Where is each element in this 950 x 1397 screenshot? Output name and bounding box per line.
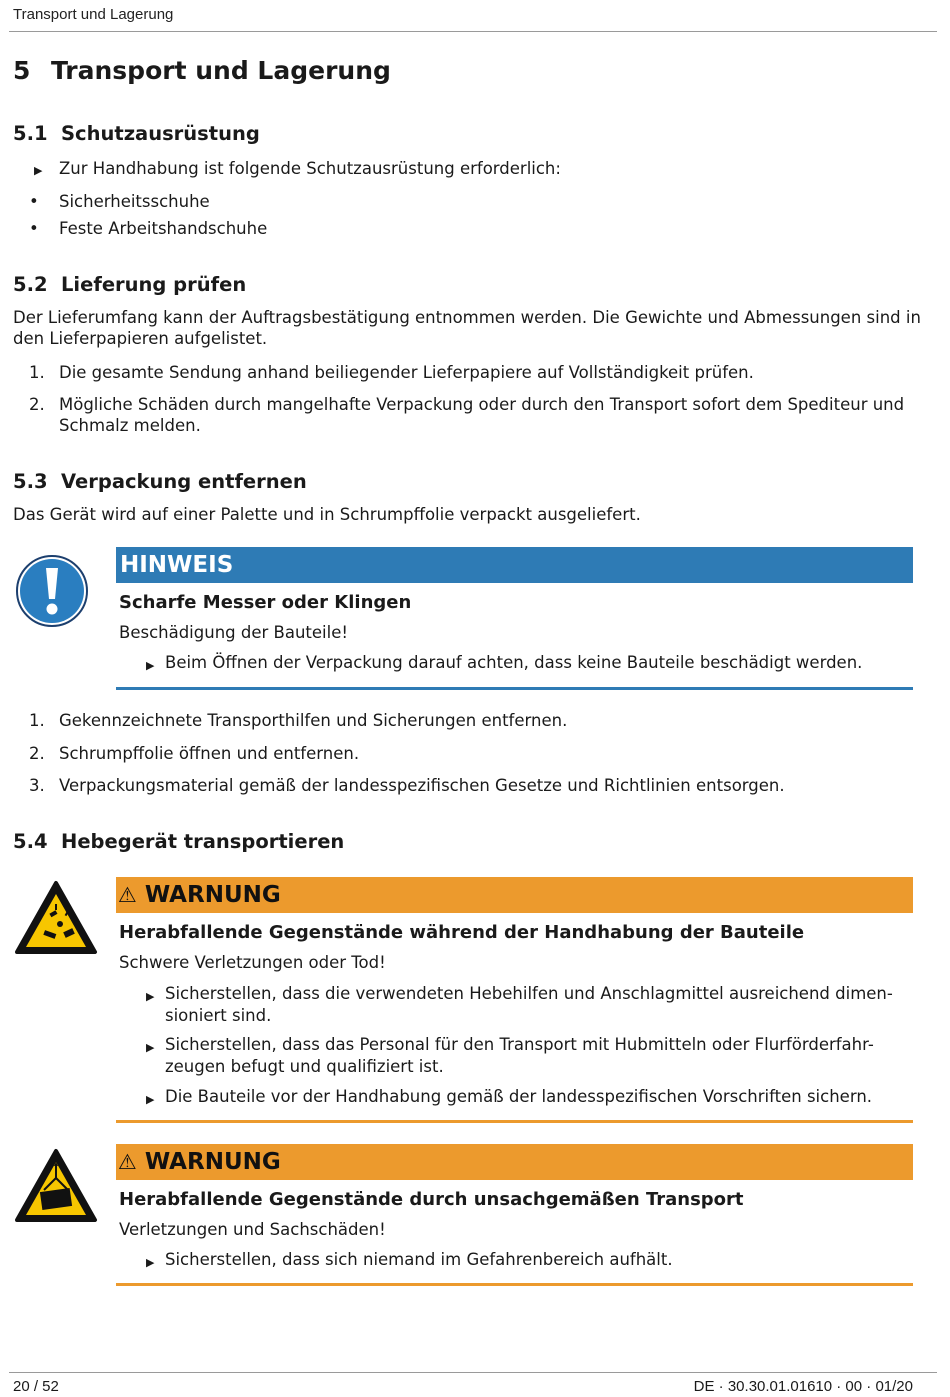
warning-label: WARNUNG <box>144 882 281 908</box>
step-number: 2. <box>29 744 45 763</box>
warning-consequence: Verletzungen und Sachschäden! <box>119 1220 386 1239</box>
warning-action: Die Bauteile vor der Handhabung gemäß der landesspezifischen Vorschriften sichern. <box>165 1087 873 1106</box>
header-divider <box>9 31 937 32</box>
notice-label: HINWEIS <box>120 552 234 578</box>
instruction-arrow-icon: ▶ <box>146 990 155 1003</box>
section-heading-5-3 <box>13 470 307 493</box>
section-title: Verpackung entfernen <box>61 470 307 493</box>
warning-label: WARNUNG <box>144 1149 281 1175</box>
bullet-icon: • <box>29 219 39 238</box>
step-text: Die gesamte Sendung anhand beiliegender Lieferpapiere auf Vollständigkeit prüfen. <box>59 363 754 382</box>
warning-bottom-rule <box>116 1283 913 1286</box>
step-number: 3. <box>29 776 45 795</box>
bullet-icon: • <box>29 192 39 211</box>
list-item: Sicherheitsschuhe <box>59 192 210 211</box>
suspended-load-warning-icon <box>14 1148 98 1224</box>
section-heading-5-4 <box>13 830 344 853</box>
warning-signal-bar <box>116 877 913 913</box>
document-id: DE · 30.30.01.01610 · 00 · 01/20 <box>693 1378 913 1395</box>
warning-action: Sicherstellen, dass das Personal für den Transport mit Hubmitteln oder Flurförderfahr-zeugen befugt und qualifiziert ist. <box>165 1035 874 1076</box>
chapter-title: Transport und Lagerung <box>51 56 391 85</box>
notice-signal-bar <box>116 547 913 583</box>
instruction-arrow-icon: ▶ <box>34 164 43 177</box>
notice-action: Beim Öffnen der Verpackung darauf achten, dass keine Bauteile beschädigt werden. <box>165 653 863 672</box>
chapter-number: 5 <box>13 56 31 85</box>
warning-action: Sicherstellen, dass sich niemand im Gefahrenbereich aufhält. <box>165 1250 673 1269</box>
warning-title: Herabfallende Gegenstände während der Handhabung der Bauteile <box>119 922 805 943</box>
instruction-arrow-icon: ▶ <box>146 1093 155 1106</box>
instruction-arrow-icon: ▶ <box>146 1256 155 1269</box>
warning-signal-bar <box>116 1144 913 1180</box>
section-title: Hebegerät transportieren <box>61 830 345 853</box>
instruction-arrow-icon: ▶ <box>146 1041 155 1054</box>
paragraph: Der Lieferumfang kann der Auftragsbestätigung entnommen werden. Die Gewichte und Abmessungen sind in den Lieferpapieren aufgelistet. <box>13 308 921 348</box>
instruction-text: Zur Handhabung ist folgende Schutzausrüstung erforderlich: <box>59 159 561 178</box>
section-number: 5.4 <box>13 830 48 853</box>
running-header: Transport und Lagerung <box>13 6 174 23</box>
step-number: 1. <box>29 363 45 382</box>
notice-bottom-rule <box>116 687 913 690</box>
warning-title: Herabfallende Gegenstände durch unsachgemäßen Transport <box>119 1189 744 1210</box>
section-title: Lieferung prüfen <box>61 273 247 296</box>
section-number: 5.2 <box>13 273 48 296</box>
warning-bottom-rule <box>116 1120 913 1123</box>
list-item: Feste Arbeitshandschuhe <box>59 219 268 238</box>
footer-divider <box>9 1372 937 1373</box>
chapter-heading <box>13 56 391 85</box>
section-number: 5.3 <box>13 470 48 493</box>
step-number: 2. <box>29 395 45 414</box>
warning-consequence: Schwere Verletzungen oder Tod! <box>119 953 386 972</box>
step-text: Gekennzeichnete Transporthilfen und Sicherungen entfernen. <box>59 711 568 730</box>
page-number: 20 / 52 <box>13 1378 59 1395</box>
section-title: Schutzausrüstung <box>61 122 260 145</box>
step-text: Schrumpffolie öffnen und entfernen. <box>59 744 360 763</box>
notice-title: Scharfe Messer oder Klingen <box>119 592 412 613</box>
instruction-arrow-icon: ▶ <box>146 659 155 672</box>
falling-objects-warning-icon <box>14 880 98 956</box>
mandatory-exclamation-icon <box>15 554 89 628</box>
notice-consequence: Beschädigung der Bauteile! <box>119 623 348 642</box>
paragraph: Das Gerät wird auf einer Palette und in Schrumpffolie verpackt ausgeliefert. <box>13 505 641 524</box>
section-number: 5.1 <box>13 122 48 145</box>
step-number: 1. <box>29 711 45 730</box>
warning-triangle-icon: ⚠ <box>118 883 137 907</box>
warning-triangle-icon: ⚠ <box>118 1150 137 1174</box>
section-heading-5-1 <box>13 122 260 145</box>
step-text: Verpackungsmaterial gemäß der landesspezifischen Gesetze und Richtlinien entsorgen. <box>59 776 785 795</box>
section-heading-5-2 <box>13 273 246 296</box>
step-text: Mögliche Schäden durch mangelhafte Verpackung oder durch den Transport sofort dem Spediteur und Schmalz melden. <box>59 395 905 435</box>
warning-action: Sicherstellen, dass die verwendeten Hebehilfen und Anschlagmittel ausreichend dimen-sioniert sind. <box>165 984 893 1025</box>
